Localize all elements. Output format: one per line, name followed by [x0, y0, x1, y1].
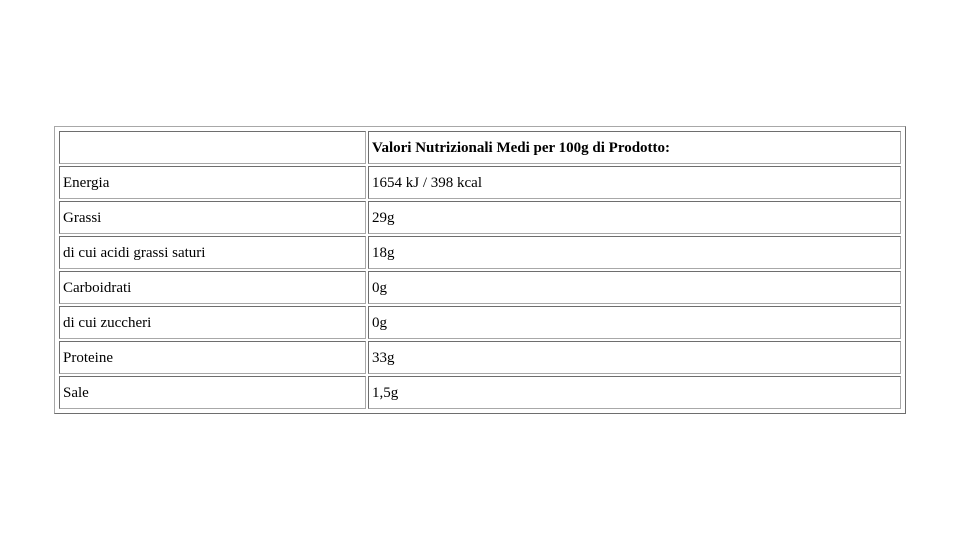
row-value-sale: 1,5g	[368, 376, 901, 409]
row-value-proteine: 33g	[368, 341, 901, 374]
row-label-energia: Energia	[59, 166, 366, 199]
table-row	[59, 306, 901, 339]
row-label-proteine: Proteine	[59, 341, 366, 374]
row-label-zuccheri: di cui zuccheri	[59, 306, 366, 339]
row-label-grassi: Grassi	[59, 201, 366, 234]
row-label-carboidrati: Carboidrati	[59, 271, 366, 304]
table-header-row	[59, 131, 901, 164]
table-row	[59, 201, 901, 234]
row-value-energia: 1654 kJ / 398 kcal	[368, 166, 901, 199]
table-row	[59, 236, 901, 269]
nutrition-table	[57, 129, 903, 411]
table-row	[59, 341, 901, 374]
row-label-grassi-saturi: di cui acidi grassi saturi	[59, 236, 366, 269]
header-empty-cell	[59, 131, 366, 164]
row-value-grassi: 29g	[368, 201, 901, 234]
table-row	[59, 376, 901, 409]
nutrition-table-frame	[54, 126, 906, 414]
table-row	[59, 271, 901, 304]
table-row	[59, 166, 901, 199]
header-title-cell: Valori Nutrizionali Medi per 100g di Prodotto:	[368, 131, 901, 164]
row-value-grassi-saturi: 18g	[368, 236, 901, 269]
row-value-zuccheri: 0g	[368, 306, 901, 339]
row-value-carboidrati: 0g	[368, 271, 901, 304]
row-label-sale: Sale	[59, 376, 366, 409]
